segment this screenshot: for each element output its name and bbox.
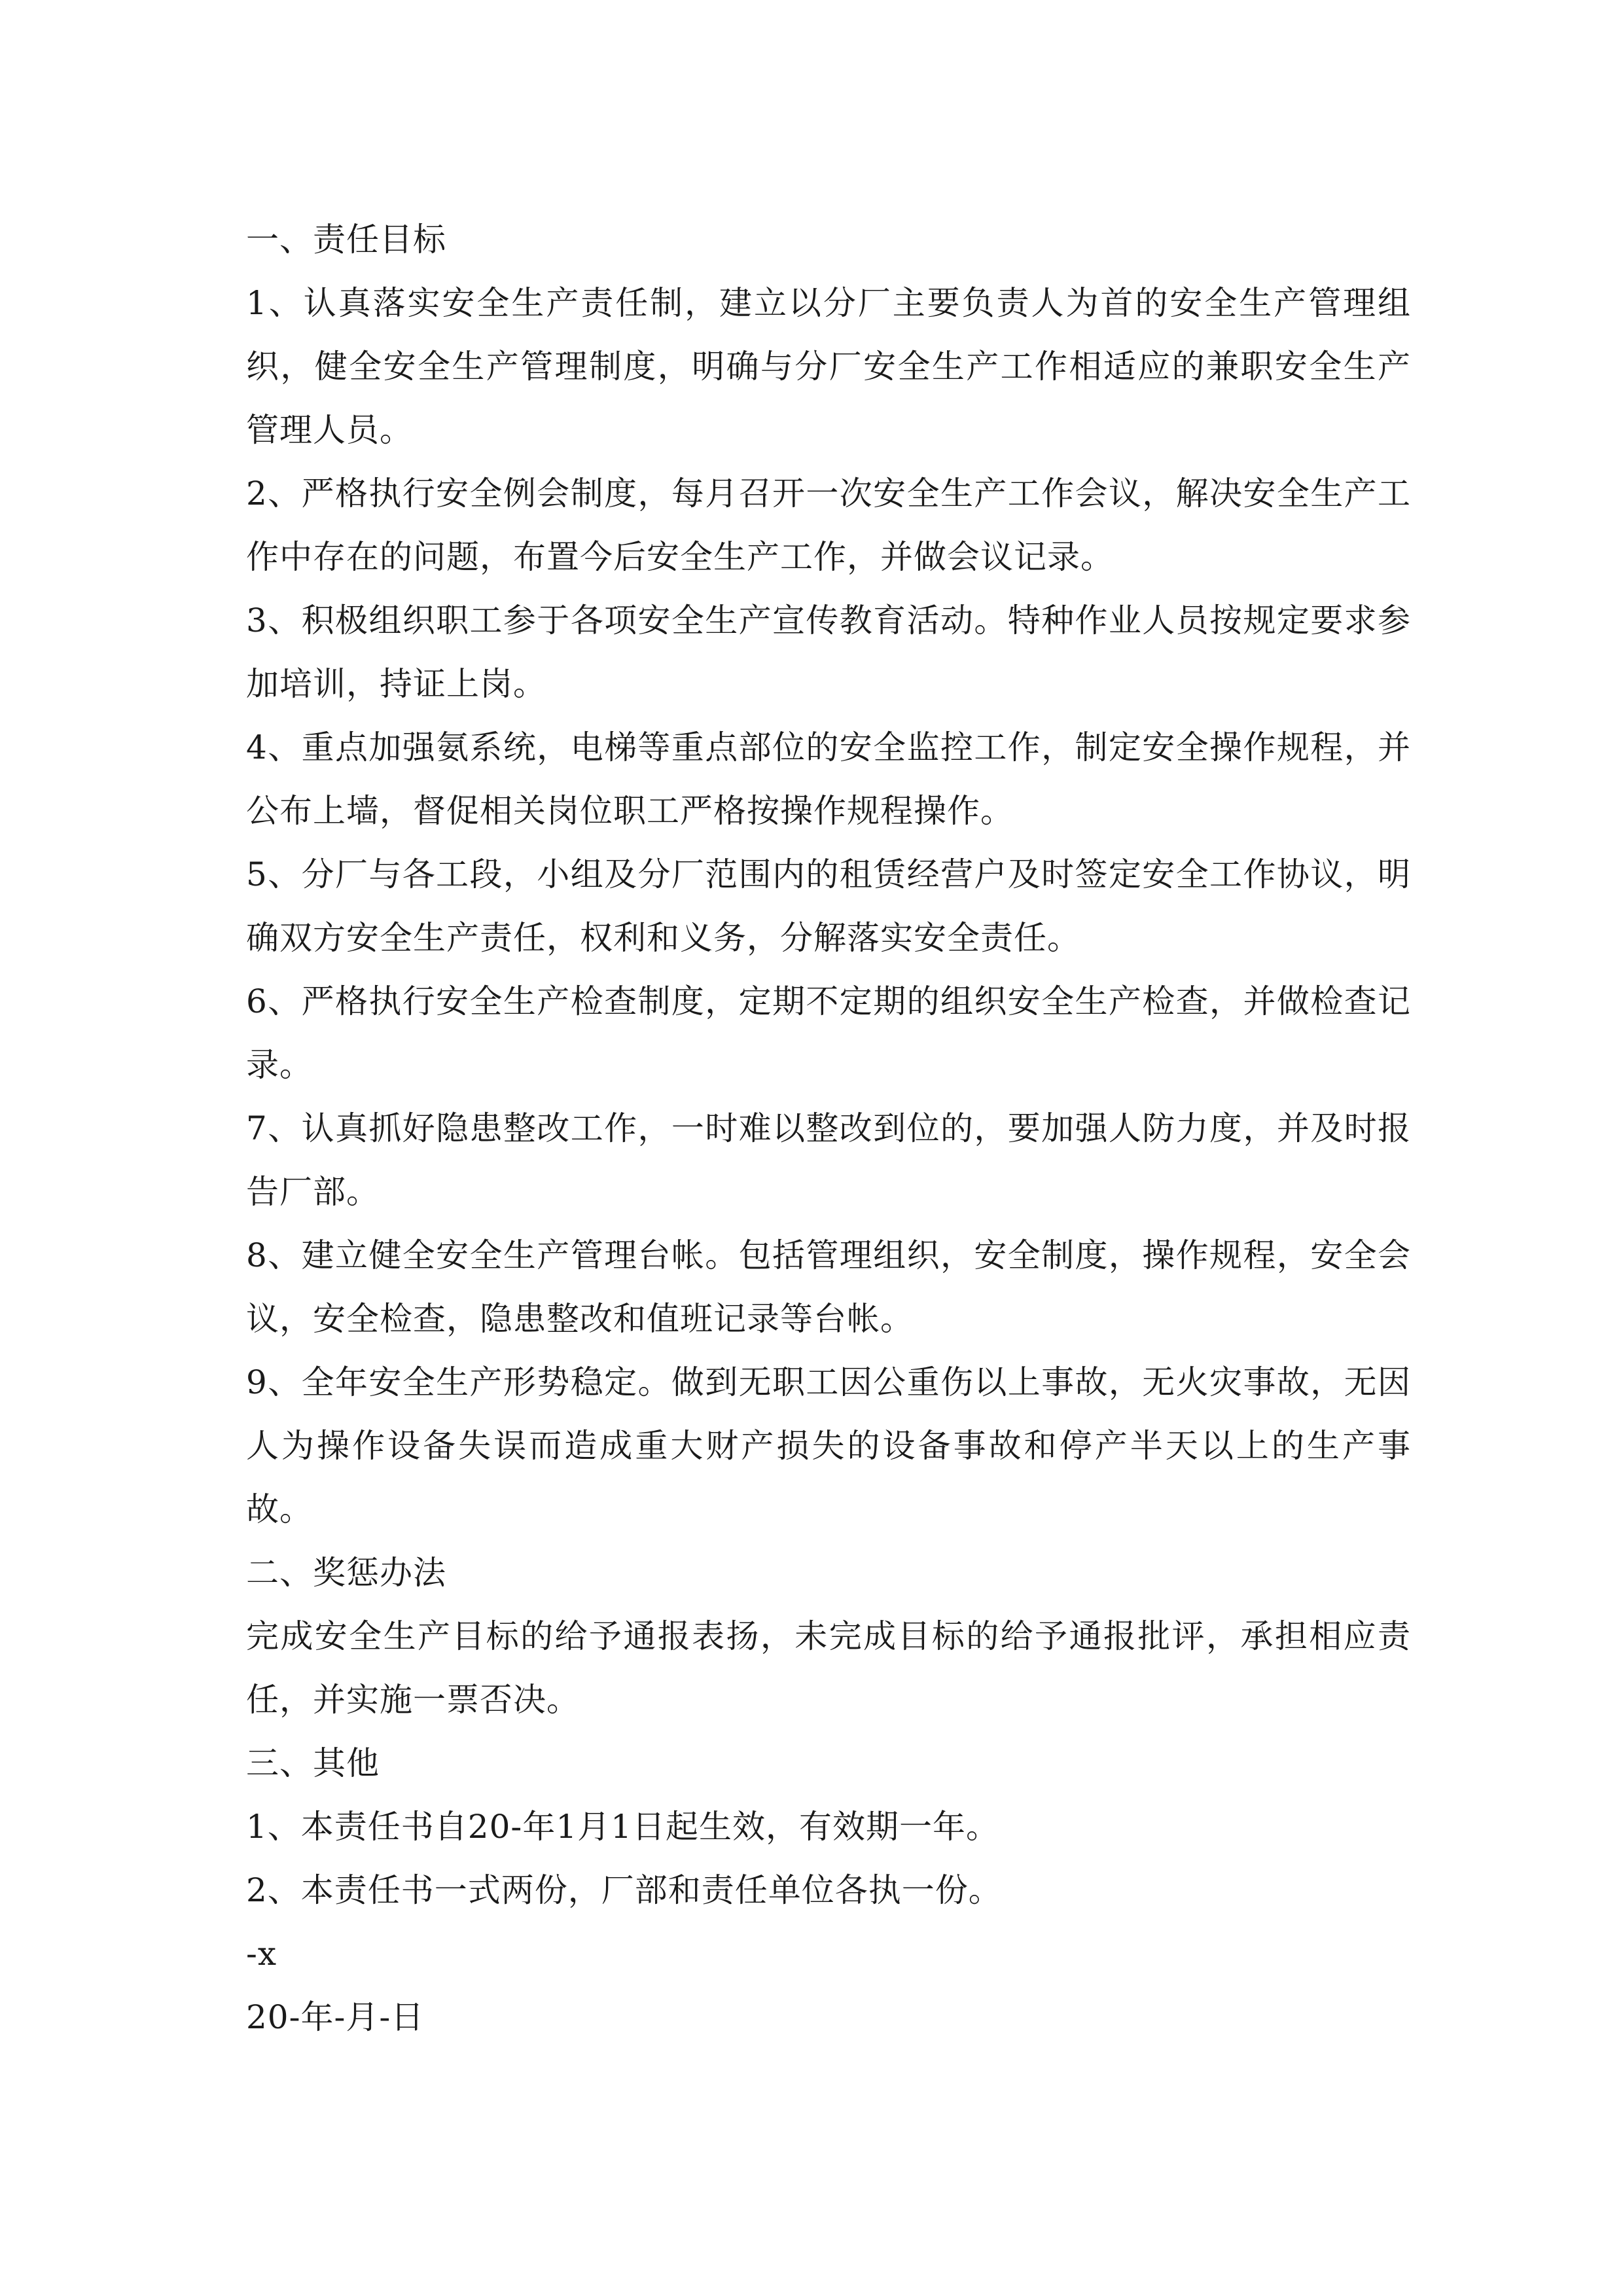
signature-line: -x <box>246 1935 277 1973</box>
goal-item-7: 7、认真抓好隐患整改工作，一时难以整改到位的，要加强人防力度，并及时报告厂部。 <box>246 1109 1411 1211</box>
goal-item-4: 4、重点加强氨系统，电梯等重点部位的安全监控工作，制定安全操作规程，并公布上墙，督促相关岗位职工严格按操作规程操作。 <box>246 728 1411 830</box>
goal-item-5: 5、分厂与各工段，小组及分厂范围内的租赁经营户及时签定安全工作协议，明确双方安全生产责任，权利和义务，分解落实安全责任。 <box>246 855 1411 957</box>
goal-item-9: 9、全年安全生产形势稳定。做到无职工因公重伤以上事故，无火灾事故，无因人为操作设备失误而造成重大财产损失的设备事故和停产半天以上的生产事故。 <box>246 1363 1411 1528</box>
rewards-penalties-body: 完成安全生产目标的给予通报表扬，未完成目标的给予通报批评，承担相应责任，并实施一票否决。 <box>246 1617 1411 1719</box>
goal-item-3: 3、积极组织职工参于各项安全生产宣传教育活动。特种作业人员按规定要求参加培训，持证上岗。 <box>246 601 1411 703</box>
goal-item-2: 2、严格执行安全例会制度，每月召开一次安全生产工作会议，解决安全生产工作中存在的问题，布置今后安全生产工作，并做会议记录。 <box>246 475 1411 576</box>
goal-item-1: 1、认真落实安全生产责任制，建立以分厂主要负责人为首的安全生产管理组织，健全安全生产管理制度，明确与分厂安全生产工作相适应的兼职安全生产管理人员。 <box>246 284 1411 449</box>
other-item-1: 1、本责任书自20-年1月1日起生效，有效期一年。 <box>246 1808 999 1846</box>
document-body <box>246 208 1411 2049</box>
goal-item-8: 8、建立健全安全生产管理台帐。包括管理组织，安全制度，操作规程，安全会议，安全检查，隐患整改和值班记录等台帐。 <box>246 1236 1411 1338</box>
section-heading-responsibility-goals: 一、责任目标 <box>246 221 446 259</box>
section-heading-rewards-penalties: 二、奖惩办法 <box>246 1554 446 1592</box>
section-heading-other: 三、其他 <box>246 1744 380 1782</box>
other-item-2: 2、本责任书一式两份，厂部和责任单位各执一份。 <box>246 1871 1002 1909</box>
date-line: 20-年-月-日 <box>246 1998 425 2036</box>
goal-item-6: 6、严格执行安全生产检查制度，定期不定期的组织安全生产检查，并做检查记录。 <box>246 982 1411 1084</box>
